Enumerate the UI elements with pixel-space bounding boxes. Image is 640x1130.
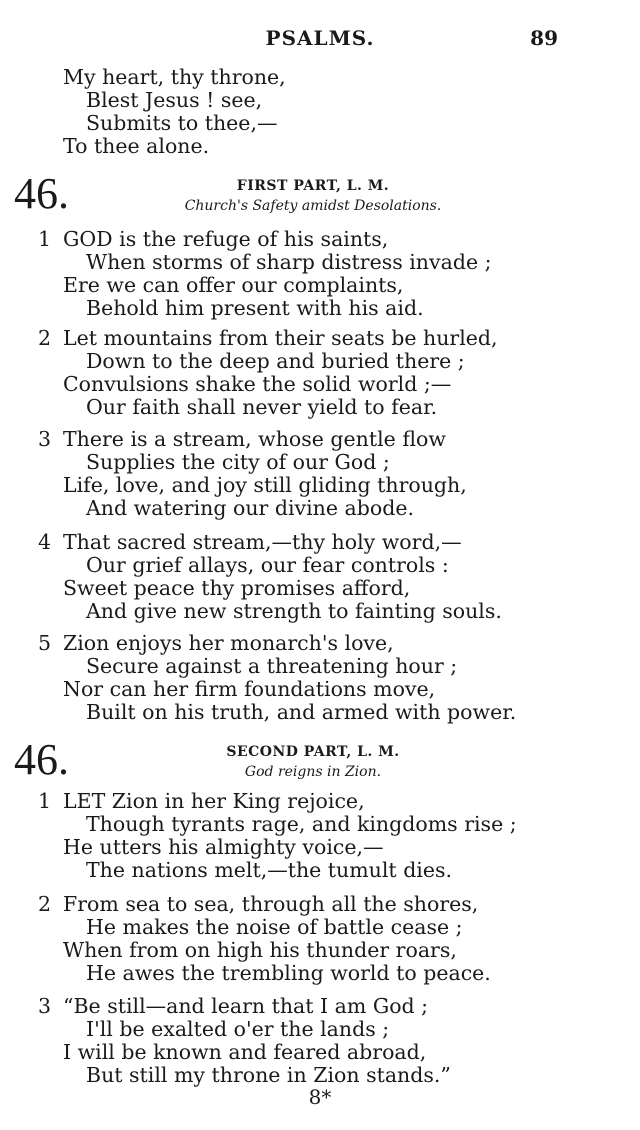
hymn-subtitle: Church's Safety amidst Desolations. bbox=[184, 198, 442, 214]
stanza-number: 3 bbox=[38, 427, 52, 451]
stanza bbox=[0, 893, 640, 985]
stanza bbox=[0, 632, 640, 724]
verse-line: Convulsions shake the solid world ;— bbox=[63, 372, 452, 396]
verse-line: When storms of sharp distress invade ; bbox=[86, 250, 492, 274]
verse-line: 4 That sacred stream,—thy holy word,— bbox=[38, 530, 462, 554]
verse-line: Built on his truth, and armed with power. bbox=[86, 700, 517, 724]
verse-line: My heart, thy throne, bbox=[63, 65, 286, 89]
verse-line: 2 From sea to sea, through all the shores, bbox=[38, 892, 479, 916]
verse-line: Life, love, and joy still gliding through, bbox=[63, 473, 467, 497]
verse-line: Behold him present with his aid. bbox=[86, 296, 424, 320]
page-header bbox=[0, 26, 640, 52]
verse-line: Secure against a threatening hour ; bbox=[86, 654, 458, 678]
stanza-number: 1 bbox=[38, 789, 52, 813]
verse-line: 1 LET Zion in her King rejoice, bbox=[38, 789, 365, 813]
verse-line: 3 “Be still—and learn that I am God ; bbox=[38, 994, 429, 1018]
stanza bbox=[0, 428, 640, 520]
verse-line: He utters his almighty voice,— bbox=[63, 835, 384, 859]
hymn-number: 46. bbox=[14, 735, 69, 784]
hymn-heading bbox=[0, 169, 640, 222]
verse-line: I will be known and feared abroad, bbox=[63, 1040, 427, 1064]
verse-line: 2 Let mountains from their seats be hurled, bbox=[38, 326, 498, 350]
stanza bbox=[0, 790, 640, 882]
verse-line: Our faith shall never yield to fear. bbox=[86, 395, 438, 419]
verse-line: Our grief allays, our fear controls : bbox=[86, 553, 449, 577]
signature-mark: 8* bbox=[308, 1085, 332, 1109]
continuation-stanza bbox=[0, 66, 640, 158]
verse-line: Blest Jesus ! see, bbox=[86, 88, 263, 112]
stanza-number: 2 bbox=[38, 892, 52, 916]
stanza-number: 5 bbox=[38, 631, 52, 655]
stanza-number: 1 bbox=[38, 227, 52, 251]
verse-line: 5 Zion enjoys her monarch's love, bbox=[38, 631, 394, 655]
stanza bbox=[0, 995, 640, 1087]
running-title: PSALMS. bbox=[265, 26, 375, 50]
verse-line: I'll be exalted o'er the lands ; bbox=[86, 1017, 390, 1041]
stanza bbox=[0, 531, 640, 623]
verse-line: To thee alone. bbox=[63, 134, 210, 158]
hymn-heading bbox=[0, 735, 640, 788]
page-number: 89 bbox=[530, 26, 558, 50]
verse-line: Sweet peace thy promises afford, bbox=[63, 576, 411, 600]
verse-line: 3 There is a stream, whose gentle flow bbox=[38, 427, 446, 451]
verse-line: Ere we can offer our complaints, bbox=[63, 273, 404, 297]
stanza-number: 2 bbox=[38, 326, 52, 350]
verse-line: Down to the deep and buried there ; bbox=[86, 349, 465, 373]
hymn-number: 46. bbox=[14, 169, 69, 218]
verse-line: The nations melt,—the tumult dies. bbox=[86, 858, 453, 882]
verse-line: Submits to thee,— bbox=[86, 111, 278, 135]
verse-line: But still my throne in Zion stands.” bbox=[86, 1063, 451, 1087]
verse-line: Supplies the city of our God ; bbox=[86, 450, 390, 474]
stanza bbox=[0, 228, 640, 320]
verse-line: He awes the trembling world to peace. bbox=[86, 961, 491, 985]
stanza-number: 4 bbox=[38, 530, 52, 554]
hymn-meter: SECOND PART, L. M. bbox=[226, 744, 400, 760]
verse-line: Though tyrants rage, and kingdoms rise ; bbox=[86, 812, 517, 836]
verse-line: And give new strength to fainting souls. bbox=[86, 599, 502, 623]
verse-line: He makes the noise of battle cease ; bbox=[86, 915, 463, 939]
stanza-number: 3 bbox=[38, 994, 52, 1018]
hymn-meter: FIRST PART, L. M. bbox=[236, 178, 390, 194]
stanza bbox=[0, 327, 640, 419]
verse-line: When from on high his thunder roars, bbox=[63, 938, 457, 962]
verse-line: And watering our divine abode. bbox=[86, 496, 414, 520]
hymn-subtitle: God reigns in Zion. bbox=[244, 764, 382, 780]
verse-line: Nor can her firm foundations move, bbox=[63, 677, 436, 701]
verse-line: 1 GOD is the refuge of his saints, bbox=[38, 227, 389, 251]
